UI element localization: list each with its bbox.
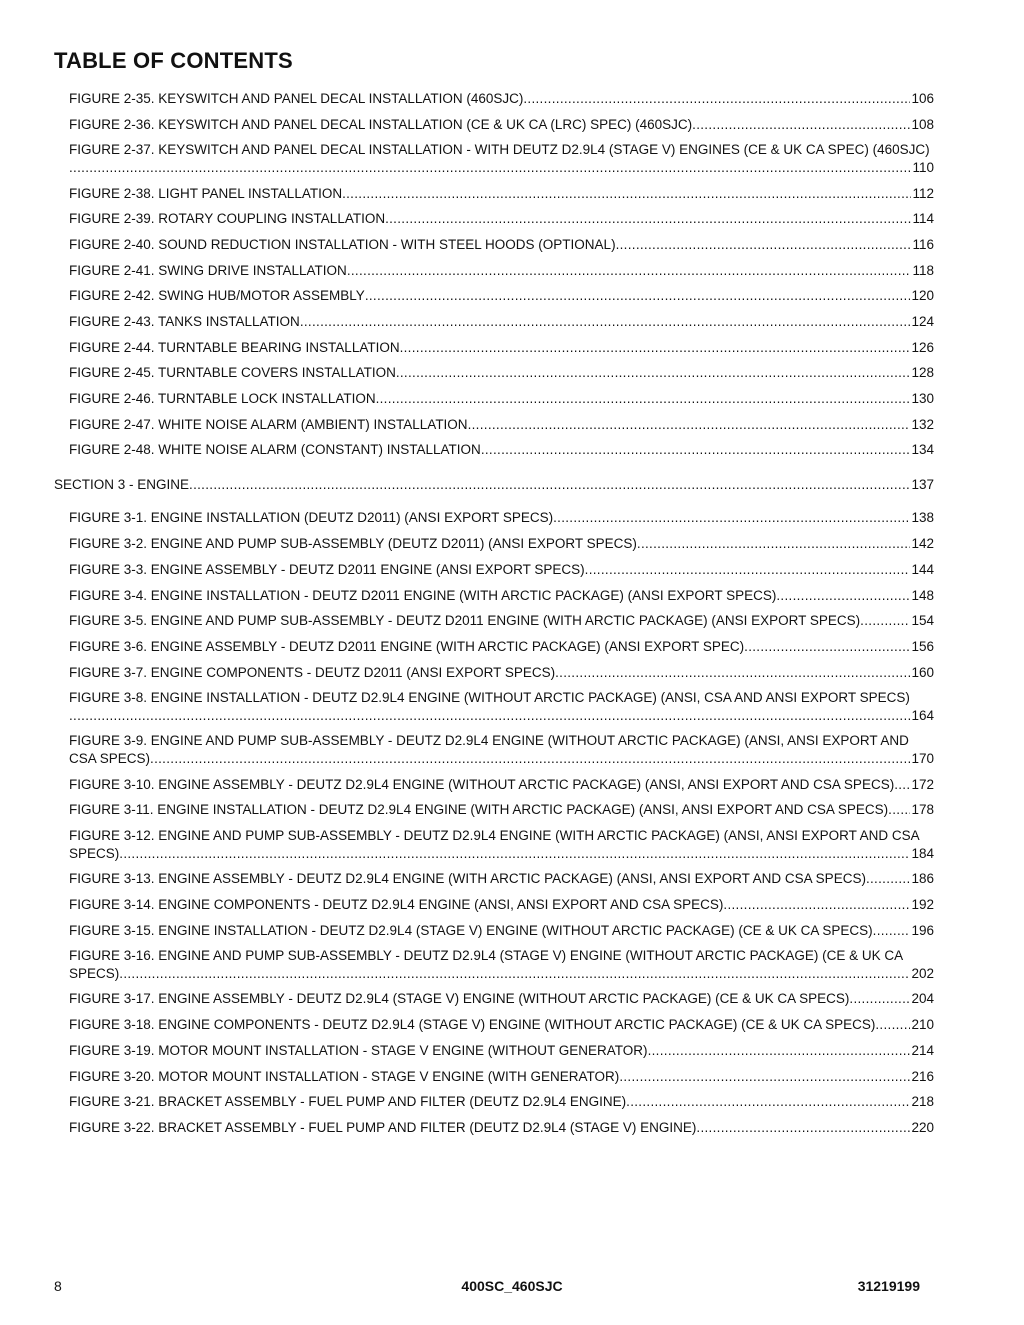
toc-page-number: 216 xyxy=(911,1068,934,1084)
toc-entry-title: FIGURE 3-5. ENGINE AND PUMP SUB-ASSEMBLY - DEUTZ D2011 ENGINE (WITH ARCTIC PACKAGE) (ANSI EXPORT SPECS) xyxy=(69,613,861,629)
toc-entry-title: FIGURE 2-46. TURNTABLE LOCK INSTALLATION xyxy=(69,391,376,407)
dot-leader xyxy=(365,287,911,305)
page-title: TABLE OF CONTENTS xyxy=(54,48,293,73)
toc-page-number: 120 xyxy=(911,288,934,304)
toc-entry-title: FIGURE 3-17. ENGINE ASSEMBLY - DEUTZ D2.9L4 (STAGE V) ENGINE (WITHOUT ARCTIC PACKAGE) (CE & UK CA SPECS) xyxy=(69,991,850,1007)
toc-page-number: 142 xyxy=(911,536,934,552)
toc-figure-entry[interactable] xyxy=(0,990,1024,1008)
toc-entry-title: FIGURE 3-21. BRACKET ASSEMBLY - FUEL PUMP AND FILTER (DEUTZ D2.9L4 ENGINE) xyxy=(69,1094,627,1110)
dot-leader xyxy=(637,535,911,553)
dot-leader xyxy=(481,441,911,459)
dot-leader xyxy=(555,664,910,682)
dot-leader xyxy=(744,638,910,656)
toc-entry-title: SPECS) xyxy=(69,965,120,981)
toc-list xyxy=(0,90,1024,1136)
toc-page-number: 202 xyxy=(911,965,934,981)
toc-entry-title: FIGURE 3-10. ENGINE ASSEMBLY - DEUTZ D2.9L4 ENGINE (WITHOUT ARCTIC PACKAGE) (ANSI, ANSI EXPORT AND CSA SPECS) xyxy=(69,776,895,792)
toc-entry-title: FIGURE 3-14. ENGINE COMPONENTS - DEUTZ D2.9L4 ENGINE (ANSI, ANSI EXPORT AND CSA SPECS) xyxy=(69,896,724,912)
toc-page-number: 184 xyxy=(911,845,934,861)
toc-figure-entry[interactable] xyxy=(0,236,1024,254)
toc-entry-title: FIGURE 2-36. KEYSWITCH AND PANEL DECAL INSTALLATION (CE & UK CA (LRC) SPEC) (460SJC) xyxy=(69,116,693,132)
toc-page-number: 144 xyxy=(911,561,934,577)
toc-entry-title: FIGURE 3-2. ENGINE AND PUMP SUB-ASSEMBLY (DEUTZ D2011) (ANSI EXPORT SPECS) xyxy=(69,536,637,552)
dot-leader xyxy=(396,364,911,382)
toc-page-number: 106 xyxy=(911,91,934,106)
toc-entry-title: FIGURE 2-35. KEYSWITCH AND PANEL DECAL INSTALLATION (460SJC) xyxy=(69,91,524,106)
toc-figure-entry[interactable] xyxy=(0,416,1024,434)
toc-figure-entry[interactable] xyxy=(0,313,1024,331)
toc-page-number: 170 xyxy=(911,750,934,766)
toc-page-number: 138 xyxy=(911,510,934,526)
toc-page-number: 204 xyxy=(911,991,934,1007)
toc-page-number: 137 xyxy=(911,476,934,492)
toc-figure-entry[interactable] xyxy=(0,210,1024,228)
toc-page-number: 164 xyxy=(911,707,934,723)
toc-page-number: 218 xyxy=(911,1094,934,1110)
toc-figure-entry[interactable] xyxy=(0,896,1024,914)
toc-page-number: 128 xyxy=(911,365,934,381)
dot-leader xyxy=(347,262,912,280)
dot-leader xyxy=(875,1016,910,1034)
toc-figure-entry[interactable] xyxy=(0,947,1024,982)
toc-entry-title: FIGURE 2-39. ROTARY COUPLING INSTALLATION xyxy=(69,211,386,227)
toc-figure-entry[interactable] xyxy=(0,339,1024,357)
toc-entry-title: FIGURE 3-11. ENGINE INSTALLATION - DEUTZ D2.9L4 ENGINE (WITH ARCTIC PACKAGE) (ANSI, ANSI EXPORT AND CSA SPECS) xyxy=(69,802,889,818)
toc-figure-entry[interactable] xyxy=(0,1042,1024,1060)
toc-figure-entry[interactable] xyxy=(0,185,1024,203)
toc-section-entry[interactable] xyxy=(0,476,1024,494)
toc-entry-title: FIGURE 3-20. MOTOR MOUNT INSTALLATION - STAGE V ENGINE (WITH GENERATOR) xyxy=(69,1068,620,1084)
toc-page-number: 130 xyxy=(911,391,934,407)
toc-entry-title: FIGURE 3-1. ENGINE INSTALLATION (DEUTZ D2011) (ANSI EXPORT SPECS) xyxy=(69,510,554,526)
toc-figure-entry[interactable] xyxy=(0,732,1024,767)
toc-page-number: 118 xyxy=(912,262,934,278)
toc-entry-title-line: FIGURE 3-12. ENGINE AND PUMP SUB-ASSEMBLY - DEUTZ D2.9L4 ENGINE (WITH ARCTIC PACKAGE) (ANSI, ANSI EXPORT AND CSA xyxy=(69,828,920,843)
toc-figure-entry[interactable] xyxy=(0,287,1024,305)
dot-leader xyxy=(776,587,910,605)
toc-page-number: 134 xyxy=(911,442,934,458)
toc-page-number: 124 xyxy=(911,314,934,329)
dot-leader xyxy=(119,965,910,983)
footer-page-number: 8 xyxy=(54,1278,62,1294)
toc-figure-entry[interactable] xyxy=(0,638,1024,656)
toc-entry-title: FIGURE 2-45. TURNTABLE COVERS INSTALLATION xyxy=(69,365,396,381)
toc-entry-title: FIGURE 3-15. ENGINE INSTALLATION - DEUTZ D2.9L4 (STAGE V) ENGINE (WITHOUT ARCTIC PACKAGE) (CE & UK CA SPECS) xyxy=(69,922,873,938)
toc-figure-entry[interactable] xyxy=(0,1093,1024,1111)
dot-leader xyxy=(626,1093,910,1111)
toc-entry-title: FIGURE 3-6. ENGINE ASSEMBLY - DEUTZ D2011 ENGINE (WITH ARCTIC PACKAGE) (ANSI EXPORT SPEC) xyxy=(69,638,745,654)
dot-leader xyxy=(873,922,911,940)
toc-entry-title: SPECS) xyxy=(69,845,120,861)
toc-figure-entry[interactable] xyxy=(0,689,1024,724)
footer-model: 400SC_460SJC xyxy=(461,1278,563,1294)
dot-leader xyxy=(189,476,910,494)
toc-figure-entry[interactable] xyxy=(0,141,1024,176)
toc-figure-entry[interactable] xyxy=(0,1068,1024,1086)
toc-entry-title: FIGURE 2-43. TANKS INSTALLATION xyxy=(69,314,300,329)
toc-page-number: 214 xyxy=(911,1042,934,1058)
toc-entry-title-line: FIGURE 3-16. ENGINE AND PUMP SUB-ASSEMBLY - DEUTZ D2.9L4 (STAGE V) ENGINE (WITHOUT ARCTIC PACKAGE) (CE & UK CA xyxy=(69,948,904,964)
dot-leader xyxy=(342,185,911,203)
toc-entry-title: FIGURE 3-22. BRACKET ASSEMBLY - FUEL PUMP AND FILTER (DEUTZ D2.9L4 (STAGE V) ENGINE) xyxy=(69,1119,697,1135)
toc-figure-entry[interactable] xyxy=(0,922,1024,940)
dot-leader xyxy=(400,339,911,357)
toc-entry-title-line: FIGURE 3-9. ENGINE AND PUMP SUB-ASSEMBLY - DEUTZ D2.9L4 ENGINE (WITHOUT ARCTIC PACKAGE) (ANSI, ANSI EXPORT AND xyxy=(69,733,909,749)
toc-page-number: 126 xyxy=(911,339,934,355)
dot-leader xyxy=(849,990,910,1008)
dot-leader xyxy=(300,313,911,331)
toc-page-number: 196 xyxy=(911,922,934,938)
toc-page-number: 148 xyxy=(911,587,934,603)
toc-figure-entry[interactable] xyxy=(0,776,1024,794)
dot-leader xyxy=(150,750,910,768)
dot-leader xyxy=(866,870,911,888)
toc-entry-title: FIGURE 2-44. TURNTABLE BEARING INSTALLATION xyxy=(69,339,400,355)
dot-leader xyxy=(648,1042,911,1060)
toc-figure-entry[interactable] xyxy=(0,612,1024,630)
dot-leader xyxy=(468,416,911,434)
dot-leader xyxy=(523,90,910,108)
toc-figure-entry[interactable] xyxy=(0,116,1024,134)
dot-leader xyxy=(385,210,911,228)
dot-leader xyxy=(860,612,910,630)
dot-leader xyxy=(553,509,910,527)
toc-figure-entry[interactable] xyxy=(0,535,1024,553)
toc-entry-title: FIGURE 2-41. SWING DRIVE INSTALLATION xyxy=(69,262,347,278)
toc-figure-entry[interactable] xyxy=(0,509,1024,527)
toc-entry-title: FIGURE 2-38. LIGHT PANEL INSTALLATION xyxy=(69,185,343,201)
toc-page-number: 114 xyxy=(912,211,934,227)
toc-entry-title: FIGURE 2-47. WHITE NOISE ALARM (AMBIENT) INSTALLATION xyxy=(69,416,468,432)
toc-figure-entry[interactable] xyxy=(0,664,1024,682)
toc-figure-entry[interactable] xyxy=(0,262,1024,280)
toc-figure-entry[interactable] xyxy=(0,1119,1024,1137)
toc-figure-entry[interactable] xyxy=(0,1016,1024,1034)
dot-leader xyxy=(696,1119,910,1137)
toc-entry-title: SECTION 3 - ENGINE xyxy=(54,476,190,492)
toc-entry-title: FIGURE 3-4. ENGINE INSTALLATION - DEUTZ D2011 ENGINE (WITH ARCTIC PACKAGE) (ANSI EXPORT SPECS) xyxy=(69,587,777,603)
dot-leader xyxy=(723,896,910,914)
toc-page-number: 178 xyxy=(911,802,934,818)
toc-page-number: 116 xyxy=(912,236,934,252)
toc-page-number: 192 xyxy=(911,896,934,912)
toc-page-number: 210 xyxy=(911,1017,934,1033)
dot-leader xyxy=(616,236,912,254)
toc-entry-title: FIGURE 2-40. SOUND REDUCTION INSTALLATION - WITH STEEL HOODS (OPTIONAL) xyxy=(69,236,616,252)
toc-entry-title: FIGURE 3-19. MOTOR MOUNT INSTALLATION - STAGE V ENGINE (WITHOUT GENERATOR) xyxy=(69,1042,648,1058)
toc-entry-title: FIGURE 3-3. ENGINE ASSEMBLY - DEUTZ D2011 ENGINE (ANSI EXPORT SPECS) xyxy=(69,561,585,577)
toc-page-number: 110 xyxy=(912,159,934,175)
toc-entry-title: FIGURE 3-7. ENGINE COMPONENTS - DEUTZ D2011 (ANSI EXPORT SPECS) xyxy=(69,664,556,680)
toc-entry-title: FIGURE 3-18. ENGINE COMPONENTS - DEUTZ D2.9L4 (STAGE V) ENGINE (WITHOUT ARCTIC PACKAGE) (CE & UK CA SPECS) xyxy=(69,1017,876,1033)
toc-entry-title: CSA SPECS) xyxy=(69,750,151,766)
toc-entry-title: FIGURE 3-13. ENGINE ASSEMBLY - DEUTZ D2.9L4 ENGINE (WITH ARCTIC PACKAGE) (ANSI, ANSI EXPORT AND CSA SPECS) xyxy=(69,871,866,887)
toc-entry-title: FIGURE 2-42. SWING HUB/MOTOR ASSEMBLY xyxy=(69,288,365,304)
toc-page-number: 172 xyxy=(911,776,934,792)
toc-figure-entry[interactable] xyxy=(0,827,1024,862)
dot-leader xyxy=(69,707,910,725)
toc-page-number: 220 xyxy=(911,1119,934,1135)
toc-figure-entry[interactable] xyxy=(0,364,1024,382)
dot-leader xyxy=(376,390,911,408)
toc-page-number: 156 xyxy=(911,638,934,654)
toc-page-number: 186 xyxy=(911,871,934,887)
toc-figure-entry[interactable] xyxy=(0,90,1024,108)
toc-figure-entry[interactable] xyxy=(0,441,1024,459)
footer-doc-number: 31219199 xyxy=(857,1278,920,1294)
dot-leader xyxy=(69,159,911,177)
toc-entry-title-line: FIGURE 2-37. KEYSWITCH AND PANEL DECAL INSTALLATION - WITH DEUTZ D2.9L4 (STAGE V) ENGINES (CE & UK CA SPEC) (460SJC) xyxy=(69,142,930,158)
dot-leader xyxy=(619,1068,910,1086)
toc-entry-title-line: FIGURE 3-8. ENGINE INSTALLATION - DEUTZ D2.9L4 ENGINE (WITHOUT ARCTIC PACKAGE) (ANSI, CSA AND ANSI EXPORT SPECS) xyxy=(69,690,910,706)
dot-leader xyxy=(888,801,910,819)
dot-leader xyxy=(692,116,910,134)
dot-leader xyxy=(119,845,910,863)
toc-page-number: 154 xyxy=(911,613,934,629)
dot-leader xyxy=(894,776,910,794)
toc-page-number: 132 xyxy=(911,416,934,432)
toc-figure-entry[interactable] xyxy=(0,870,1024,888)
dot-leader xyxy=(585,561,911,579)
toc-page-number: 112 xyxy=(912,185,934,201)
toc-page-number: 108 xyxy=(911,116,934,132)
toc-figure-entry[interactable] xyxy=(0,390,1024,408)
toc-figure-entry[interactable] xyxy=(0,801,1024,819)
toc-figure-entry[interactable] xyxy=(0,561,1024,579)
toc-page-number: 160 xyxy=(911,664,934,680)
page-footer xyxy=(0,1278,1024,1298)
toc-entry-title: FIGURE 2-48. WHITE NOISE ALARM (CONSTANT) INSTALLATION xyxy=(69,442,481,458)
toc-figure-entry[interactable] xyxy=(0,587,1024,605)
